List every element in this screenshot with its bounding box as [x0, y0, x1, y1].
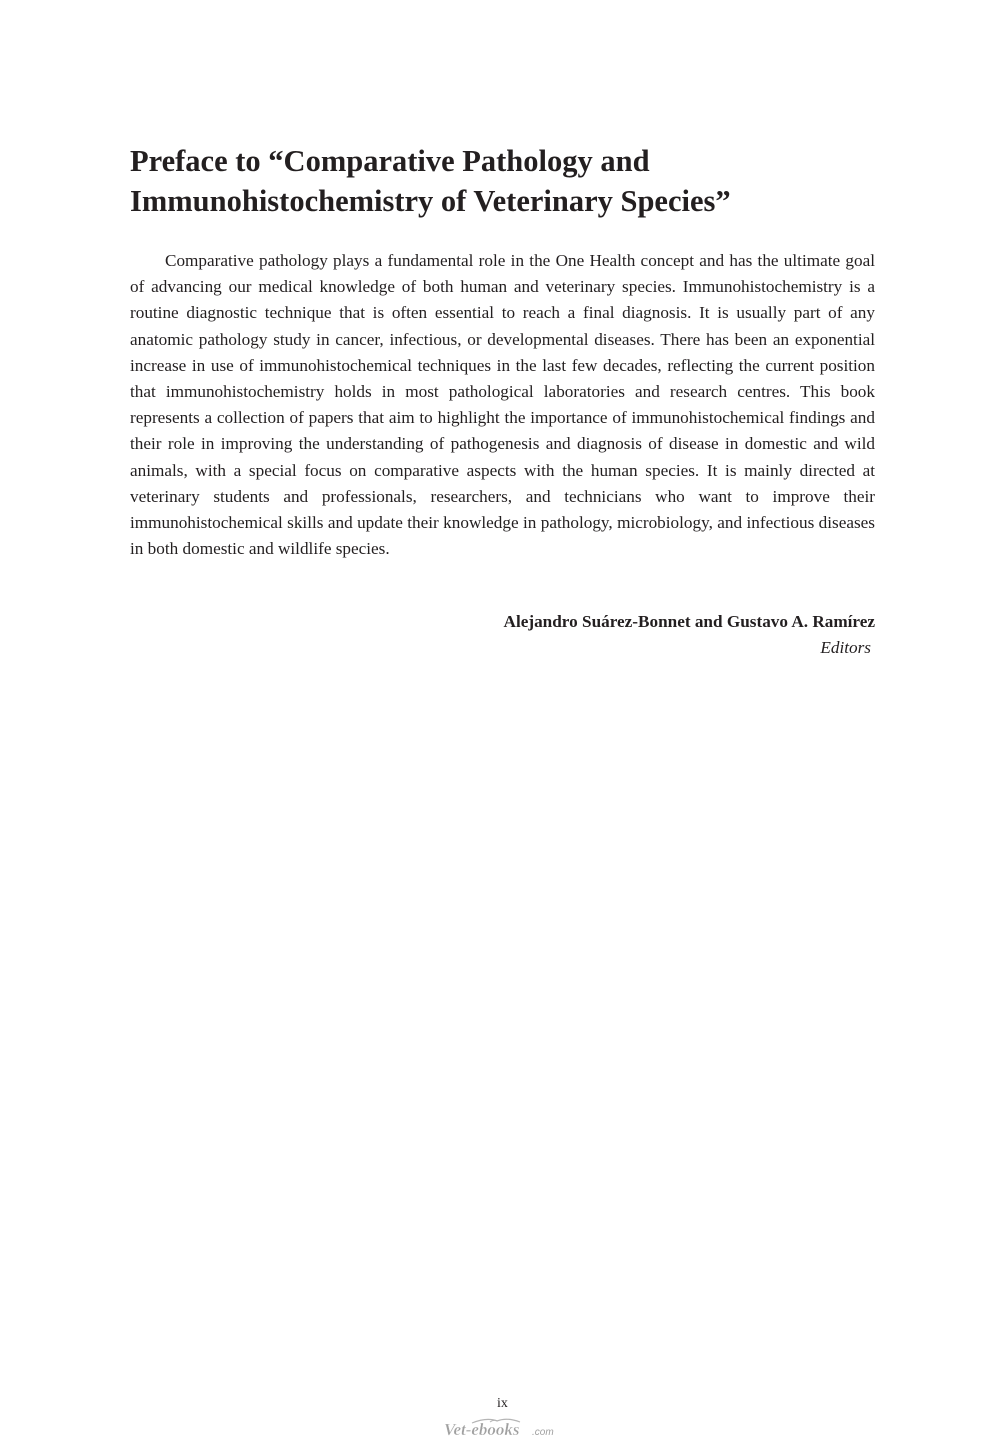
editors-role: Editors — [820, 638, 871, 657]
title-line-1: Preface to “Comparative Pathology and — [130, 144, 650, 178]
signature-block — [504, 609, 875, 661]
preface-paragraph: Comparative pathology plays a fundamental role in the One Health concept and has the ultimate goal of advancing our medical knowledge of both human and veterinary species. Immunohistochemistry is a routine diagnostic technique that is often essential to reach a final diagnosis. It is usually part of any anatomic pathology study in cancer, infectious, or developmental diseases. There has been an exponential increase in use of immunohistochemical techniques in the last few decades, reflecting the current position that immunohistochemistry holds in most pathological laboratories and research centres. This book represents a collection of papers that aim to highlight the importance of immunohistochemical findings and their role in improving the understanding of pathogenesis and diagnosis of disease in domestic and wild animals, with a special focus on comparative aspects with the human species. It is mainly directed at veterinary students and professionals, researchers, and technicians who want to improve their immunohistochemical skills and update their knowledge in pathology, microbiology, and infectious diseases in both domestic and wildlife species. — [130, 251, 875, 559]
svg-text:Vet-ebooks: Vet-ebooks — [444, 1420, 520, 1439]
page-number: ix — [497, 1396, 508, 1411]
watermark-logo-svg — [442, 1416, 562, 1440]
title-line-2: Immunohistochemistry of Veterinary Species” — [130, 184, 731, 218]
editors-names: Alejandro Suárez-Bonnet and Gustavo A. Ramírez — [503, 612, 875, 631]
page-title — [130, 141, 890, 221]
watermark-logo — [442, 1416, 562, 1440]
svg-text:.com: .com — [532, 1427, 554, 1438]
